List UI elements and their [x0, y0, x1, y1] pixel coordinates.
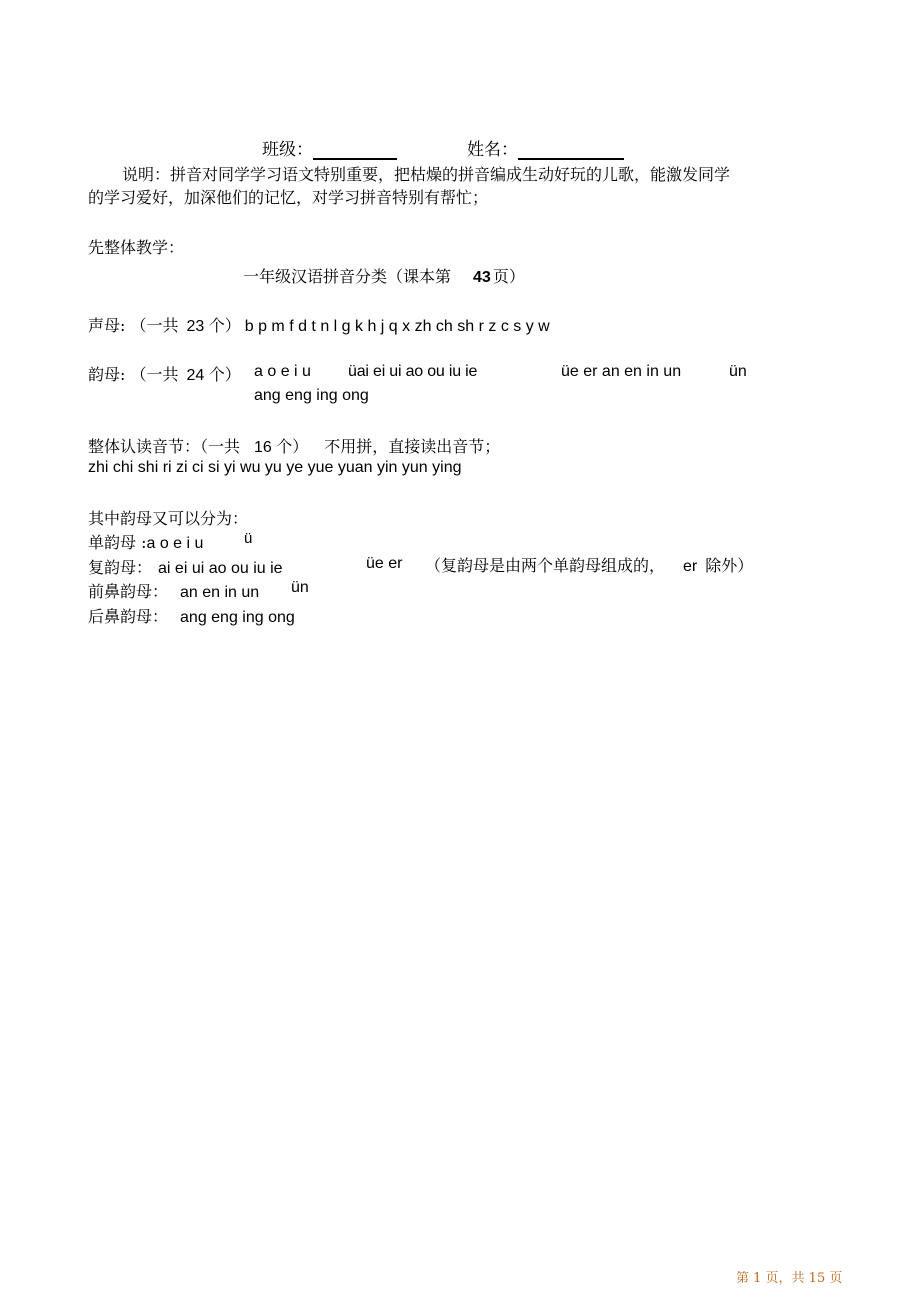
back-nasal-label: 后鼻韵母： [88, 607, 169, 626]
finals-count: 24 个） [186, 367, 241, 384]
compound-finals-row [88, 555, 283, 578]
class-label: 班级： [262, 140, 313, 160]
class-blank [313, 140, 397, 160]
initials-letters: b p m f d t n l g k h j q x zh ch sh r z c s y w [244, 318, 550, 335]
whole-syllables-count: 16 个） [254, 439, 309, 456]
name-blank [518, 140, 624, 160]
back-nasal-row [88, 604, 295, 627]
initials-row [88, 313, 550, 336]
whole-syllables-row [88, 434, 500, 457]
finals-row [88, 362, 241, 385]
back-nasal-values: ang eng ing ong [180, 609, 295, 626]
front-nasal-row [88, 579, 259, 602]
compound-finals-extra: üe er [366, 555, 403, 572]
subtitle-suffix: 页） [492, 267, 525, 286]
simple-finals-extra: ü [244, 530, 253, 547]
subtitle-prefix: 一年级汉语拼音分类（课本第 [243, 267, 452, 286]
compound-note-er: er [683, 558, 698, 575]
initials-label: 声母: （一共 [88, 316, 179, 335]
section-intro: 先整体教学： [88, 238, 185, 257]
class-field [262, 135, 397, 160]
front-nasal-extra: ün [291, 579, 309, 596]
simple-finals-values: a o e i u [146, 535, 204, 552]
finals-group-1: a o e i u [254, 363, 311, 380]
simple-finals-row [88, 530, 203, 553]
page-footer: 第 1 页，共 15 页 [736, 1271, 843, 1286]
compound-finals-label: 复韵母： [88, 558, 153, 577]
whole-syllables-note: 不用拼，直接读出音节； [324, 437, 501, 456]
classification-heading: 其中韵母又可以分为： [88, 509, 249, 528]
finals-group-2: üai ei ui ao ou iu ie [348, 363, 478, 380]
whole-syllables-label: 整体认读音节：（一共 [88, 437, 241, 456]
whole-syllables-list: zhi chi shi ri zi ci si yi wu yu ye yue yuan yin yun ying [88, 459, 462, 476]
compound-finals-note [425, 553, 753, 576]
subtitle-page-number: 43 [473, 269, 491, 286]
compound-finals-values: ai ei ui ao ou iu ie [158, 560, 283, 577]
finals-line-2: ang eng ing ong [254, 387, 369, 404]
name-label: 姓名： [467, 140, 518, 160]
name-field [467, 135, 624, 160]
intro-line-2: 的学习爱好，加深他们的记忆，对学习拼音特别有帮忙； [88, 188, 489, 207]
finals-group-4: ün [729, 363, 747, 380]
front-nasal-label: 前鼻韵母： [88, 582, 169, 601]
compound-note-text: （复韵母是由两个单韵母组成的， [425, 556, 666, 575]
front-nasal-values: an en in un [180, 584, 260, 601]
compound-note-except: 除外） [705, 556, 754, 575]
finals-label: 韵母: （一共 [88, 365, 179, 384]
simple-finals-label: 单韵母 : [88, 533, 147, 552]
intro-line-1: 说明：拼音对同学学习语文特别重要，把枯燥的拼音编成生动好玩的儿歌，能激发同学 [122, 165, 731, 184]
finals-group-3: üe er an en in un [561, 363, 682, 380]
subtitle [243, 264, 525, 287]
initials-count: 23 个） [186, 318, 241, 335]
